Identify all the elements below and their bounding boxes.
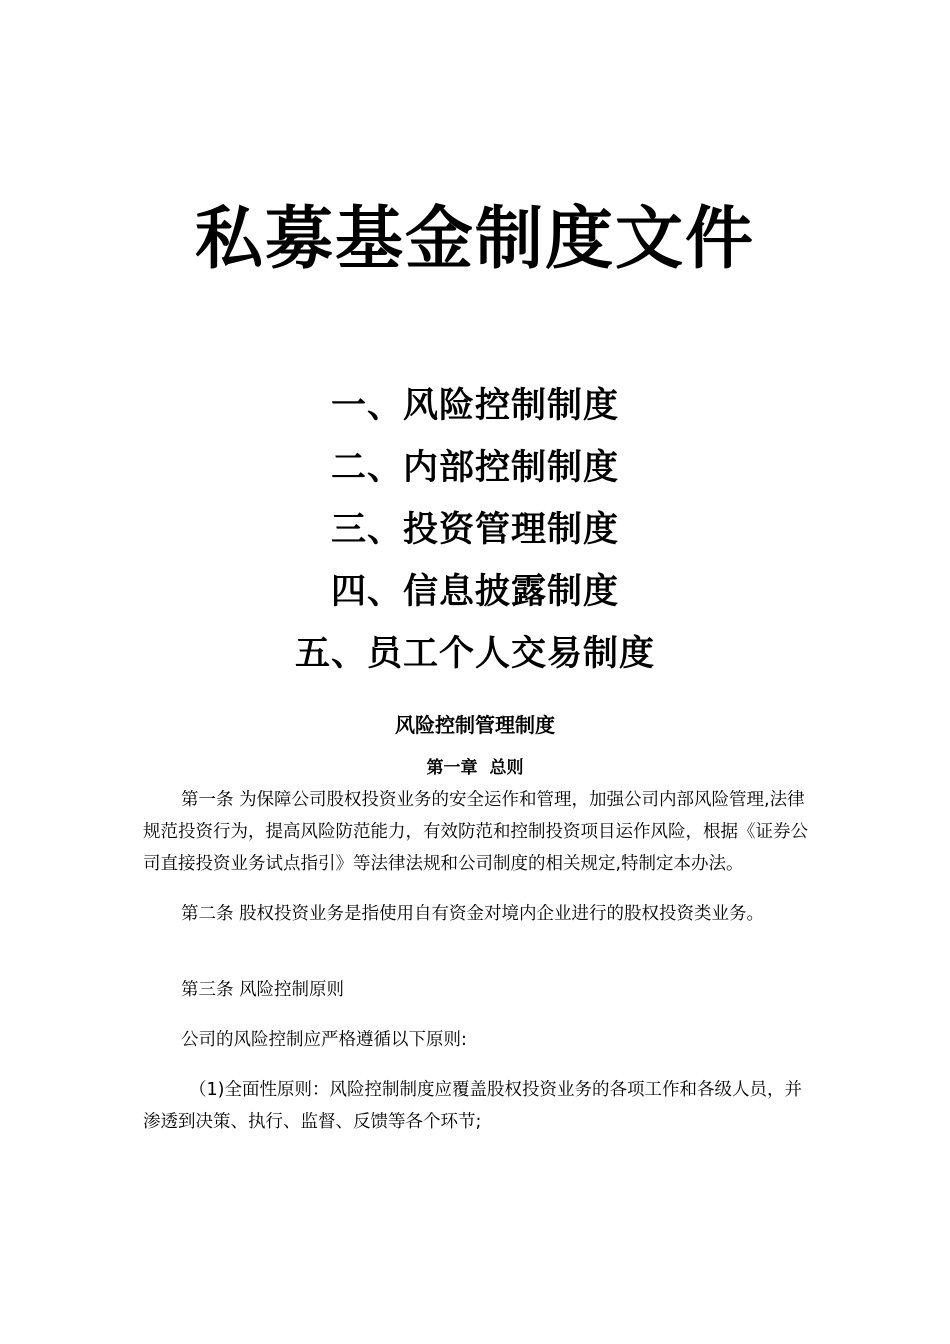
paragraph-article-2: 第二条 股权投资业务是指使用自有资金对境内企业进行的股权投资类业务。 xyxy=(181,904,765,924)
paragraph-article-3: 第三条 风险控制原则 xyxy=(181,980,345,1000)
paragraph-principle-1: （1)全面性原则：风险控制制度应覆盖股权投资业务的各项工作和各级人员，并渗透到决策、执行、监督、反馈等各个环节; xyxy=(143,1080,802,1132)
toc-item-employee-trading: 五、员工个人交易制度 xyxy=(294,634,655,674)
section-title: 风险控制管理制度 xyxy=(395,712,555,737)
paragraph-article-1: 第一条 为保障公司股权投资业务的安全运作和管理，加强公司内部风险管理,法律规范投资行为，提高风险防范能力，有效防范和控制投资项目运作风险，根据《证券公司直接投资业务试点指引》等法律法规和公司制度的相关规定,特制定本办法。 xyxy=(143,790,808,874)
document-body xyxy=(143,784,810,1156)
toc-item-risk-control: 一、风险控制制度 xyxy=(330,386,619,426)
toc-item-information-disclosure: 四、信息披露制度 xyxy=(330,572,619,612)
toc-item-investment-management: 三、投资管理制度 xyxy=(330,510,619,550)
main-title: 私募基金制度文件 xyxy=(194,199,755,279)
paragraph-principles-intro: 公司的风险控制应严格遵循以下原则: xyxy=(181,1030,467,1050)
chapter-title: 第一章 总则 xyxy=(426,758,524,778)
toc-item-internal-control: 二、内部控制制度 xyxy=(330,448,619,488)
table-of-contents xyxy=(0,378,950,688)
